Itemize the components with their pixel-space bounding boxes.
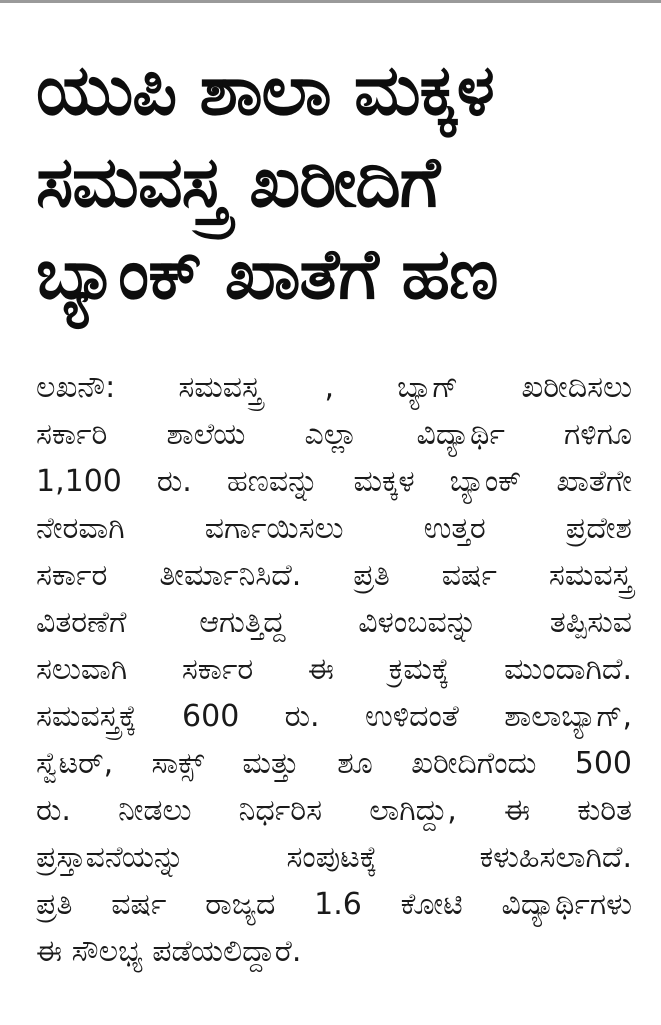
top-rule [0,0,661,3]
headline-line: ಯುಪಿ ಶಾಲಾ ಮಕ್ಕಳ [36,49,494,131]
body-line: ರು. ನೀಡಲು ನಿರ್ಧರಿಸ ಲಾಗಿದ್ದು, ಈ ಕುರಿತ [36,793,632,828]
article-body [36,364,632,975]
headline-line: ಸಮವಸ್ತ್ರ ಖರೀದಿಗೆ [36,141,440,223]
body-line: ಸಮವಸ್ತ್ರಕ್ಕೆ 600 ರು. ಉಳಿದಂತೆ ಶಾಲಾಬ್ಯಾಗ್, [36,699,632,734]
body-line: ಈ ಸೌಲಭ್ಯ ಪಡೆಯಲಿದ್ದಾರೆ. [36,934,302,969]
body-line: ನೇರವಾಗಿ ವರ್ಗಾಯಿಸಲು ಉತ್ತರ ಪ್ರದೇಶ [36,511,632,546]
body-line: ಲಖನೌ: ಸಮವಸ್ತ್ರ , ಬ್ಯಾಗ್ ಖರೀದಿಸಲು [36,370,632,405]
body-line: ಪ್ರಸ್ತಾವನೆಯನ್ನು ಸಂಪುಟಕ್ಕೆ ಕಳುಹಿಸಲಾಗಿದೆ. [36,840,632,875]
body-line: ಸಲುವಾಗಿ ಸರ್ಕಾರ ಈ ಕ್ರಮಕ್ಕೆ ಮುಂದಾಗಿದೆ. [36,652,632,687]
headline [36,44,632,320]
body-line: ಸರ್ಕಾರಿ ಶಾಲೆಯ ಎಲ್ಲಾ ವಿದ್ಯಾರ್ಥಿ ಗಳಿಗೂ [36,417,632,452]
news-article [36,44,632,975]
body-line: 1,100 ರು. ಹಣವನ್ನು ಮಕ್ಕಳ ಬ್ಯಾಂಕ್ ಖಾತೆಗೇ [36,464,632,499]
headline-line: ಬ್ಯಾಂಕ್ ಖಾತೆಗೆ ಹಣ [36,233,498,315]
body-line: ಸ್ವೆಟರ್, ಸಾಕ್ಸ್ ಮತ್ತು ಶೂ ಖರೀದಿಗೆಂದು 500 [36,746,632,781]
body-line: ಸರ್ಕಾರ ತೀರ್ಮಾನಿಸಿದೆ. ಪ್ರತಿ ವರ್ಷ ಸಮವಸ್ತ್ರ [36,558,632,593]
body-line: ಪ್ರತಿ ವರ್ಷ ರಾಜ್ಯದ 1.6 ಕೋಟಿ ವಿದ್ಯಾರ್ಥಿಗಳು [36,887,632,922]
body-line: ವಿತರಣೆಗೆ ಆಗುತ್ತಿದ್ದ ವಿಳಂಬವನ್ನು ತಪ್ಪಿಸುವ [36,605,632,640]
